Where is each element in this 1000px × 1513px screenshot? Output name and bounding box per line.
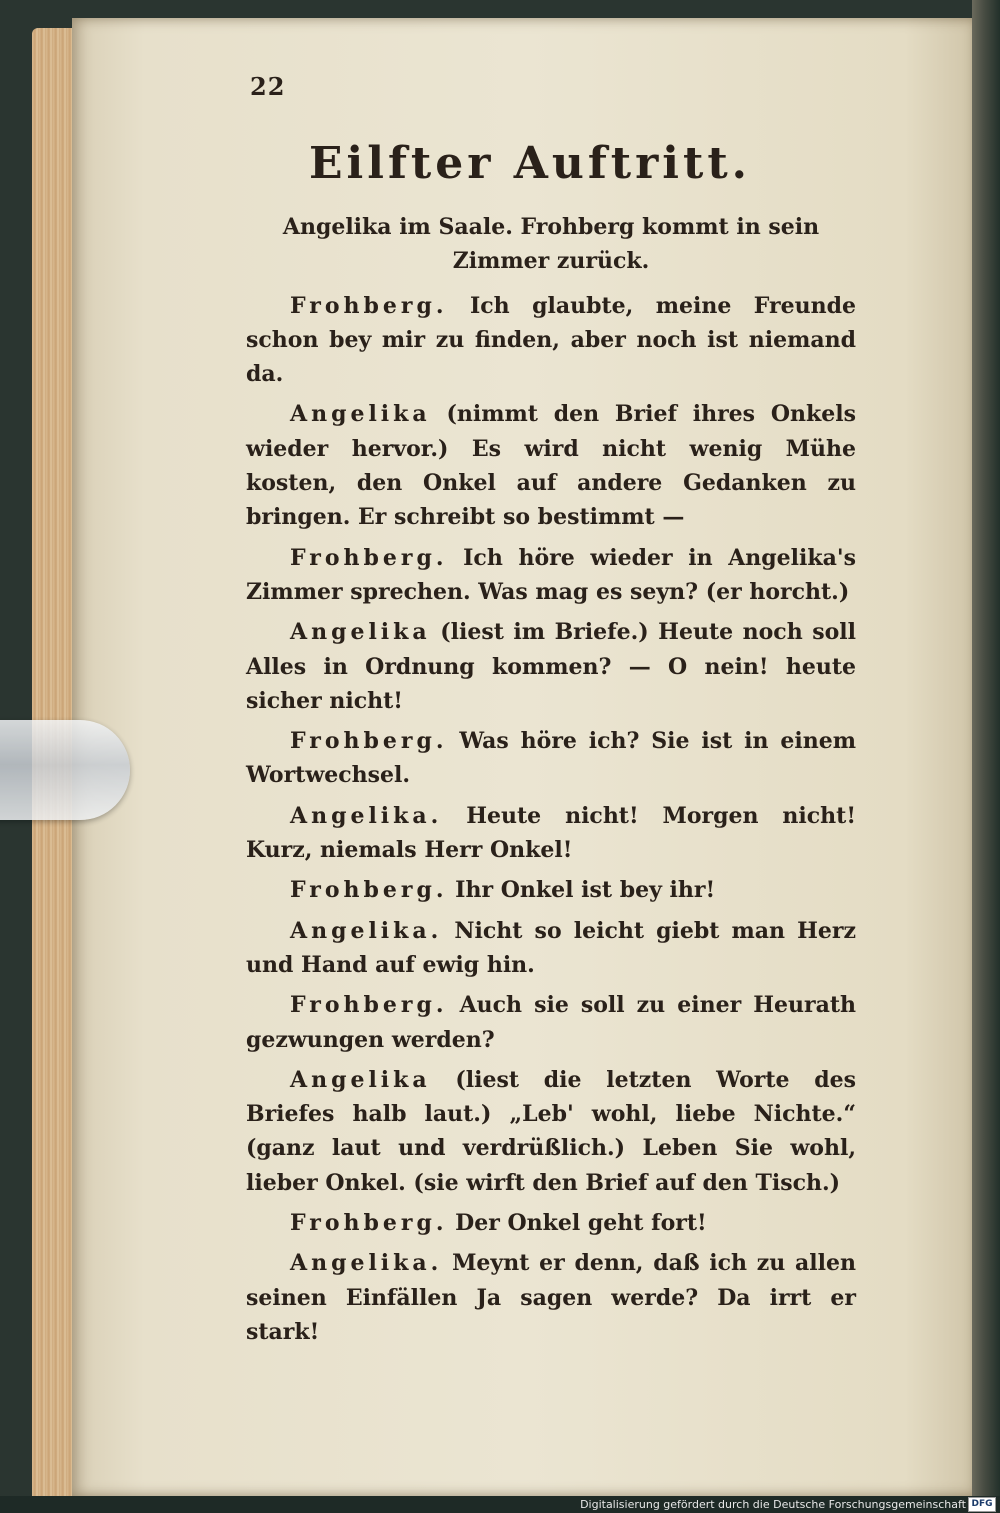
dialogue-text: Ich glaubte, meine Freunde schon bey mir zu finden, aber noch ist niemand da. (246, 292, 856, 388)
speaker-name: Angelika. (290, 1250, 443, 1277)
speaker-name: Frohberg. (290, 877, 448, 904)
dfg-logo: DFG (968, 1497, 996, 1512)
stage-direction: Angelika im Saale. Frohberg kommt in sein Zimmer zurück. (282, 214, 820, 275)
speaker-name: Angelika. (290, 802, 443, 829)
dialogue-paragraph (246, 1206, 856, 1240)
speaker-name: Angelika (290, 401, 431, 428)
scene-heading: Eilfter Auftritt. (309, 138, 751, 189)
dialogue-paragraph (246, 799, 856, 868)
digitization-credit: Digitalisierung gefördert durch die Deutsche Forschungsgemeinschaft (580, 1498, 966, 1511)
dialogue-text: Auch sie soll zu einer Heurath gezwungen werden? (246, 992, 856, 1053)
dialogue-paragraph (246, 914, 856, 983)
dialogue-text: (liest die letzten Worte des Briefes halb laut.) „Leb' wohl, liebe Nichte.“ (ganz laut und verdrüßlich.) Leben Sie wohl, lieber Onkel. (sie wirft den Brief auf den Tisch.) (246, 1066, 856, 1196)
speaker-name: Frohberg. (290, 292, 448, 319)
dialogue-paragraph (246, 541, 856, 610)
dialogue-text: Ich höre wieder in Angelika's Zimmer sprechen. Was mag es seyn? (er horcht.) (246, 544, 856, 605)
dialogue-paragraph (246, 873, 856, 907)
speaker-name: Angelika. (290, 917, 443, 944)
dialogue-text: Was höre ich? Sie ist in einem Wortwechsel. (246, 728, 856, 789)
dialogue-paragraph (246, 1063, 856, 1200)
dialogue-paragraph (246, 724, 856, 793)
dialogue-paragraph (246, 615, 856, 718)
dialogue-paragraph (246, 1246, 856, 1349)
page-body (246, 210, 856, 1355)
speaker-name: Frohberg. (290, 1210, 448, 1237)
dialogue-text: (liest im Briefe.) Heute noch soll Alles in Ordnung kommen? — O nein! heute sicher nicht! (246, 619, 856, 714)
speaker-name: Angelika (290, 1066, 431, 1093)
dialogue-text: Der Onkel geht fort! (447, 1210, 707, 1237)
speaker-name: Frohberg. (290, 544, 448, 571)
speaker-name: Angelika (290, 619, 431, 646)
book-spine-shadow (972, 0, 1000, 1496)
dialogue-text: (nimmt den Brief ihres Onkels wieder hervor.) Es wird nicht wenig Mühe kosten, den Onkel auf andere Gedanken zu bringen. Er schreibt so bestimmt — (246, 401, 856, 531)
dialogue-paragraph (246, 988, 856, 1057)
dialogue-paragraph (246, 397, 856, 534)
dialogue-text: Meynt er denn, daß ich zu allen seinen Einfällen Ja sagen werde? Da irrt er stark! (246, 1250, 856, 1345)
dialogue-text: Nicht so leicht giebt man Herz und Hand auf ewig hin. (246, 917, 856, 978)
page-number: 22 (250, 72, 286, 101)
dialogue-list (246, 289, 856, 1350)
page-holder-clip (0, 720, 130, 820)
dialogue-paragraph (246, 289, 856, 392)
dialogue-text: Heute nicht! Morgen nicht! Kurz, niemals Herr Onkel! (246, 802, 856, 864)
speaker-name: Frohberg. (290, 728, 448, 755)
dialogue-text: Ihr Onkel ist bey ihr! (447, 877, 716, 904)
speaker-name: Frohberg. (290, 992, 448, 1019)
